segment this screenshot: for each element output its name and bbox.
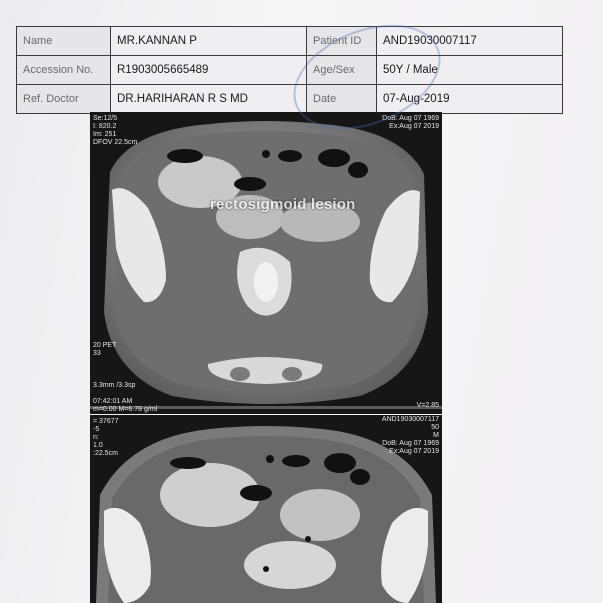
bottom-top-left-overlay: = 37677 -5 n: 1.0 :22.5cm: [93, 418, 119, 457]
slice-thickness: 3.3mm /3.3sp: [93, 382, 136, 389]
report-date: 07-Aug-2019: [377, 85, 563, 114]
name-label: Name: [17, 27, 111, 56]
lesion-annotation: rectosigmoid lesion: [210, 196, 356, 213]
acquisition-stats: 07:42:01 AM m=0.00 M=6.78 g/ml: [93, 398, 158, 413]
patient-info-table: [16, 26, 563, 114]
table-row: [17, 56, 563, 85]
patient-id: AND19030007117: [377, 27, 563, 56]
ref-doctor-label: Ref. Doctor: [17, 85, 111, 114]
top-left-overlay: Se:12/5 I: 820.2 Im: 251 DFOV 22.5cm: [93, 115, 138, 146]
age-sex: 50Y / Male: [377, 56, 563, 85]
date-label: Date: [307, 85, 377, 114]
age-sex-label: Age/Sex: [307, 56, 377, 85]
mid-left-overlay: 20 PET 33: [93, 342, 117, 357]
volume-readout: V=2.85: [416, 402, 439, 409]
table-row: [17, 85, 563, 114]
patient-id-label: Patient ID: [307, 27, 377, 56]
accession-number: R1903005665489: [111, 56, 307, 85]
ct-pelvis-slice-top: [90, 112, 442, 414]
top-right-overlay: DoB: Aug 07 1969 Ex:Aug 07 2019: [382, 115, 439, 130]
ct-scan-image-top: [90, 112, 442, 414]
patient-name: MR.KANNAN P: [111, 27, 307, 56]
table-row: [17, 27, 563, 56]
accession-label: Accession No.: [17, 56, 111, 85]
ct-scan-image-bottom: [90, 415, 442, 603]
bottom-top-right-overlay: AND19030007117 50 M DoB: Aug 07 1969 Ex:Aug 07 2019: [381, 416, 439, 455]
ref-doctor: DR.HARIHARAN R S MD: [111, 85, 307, 114]
